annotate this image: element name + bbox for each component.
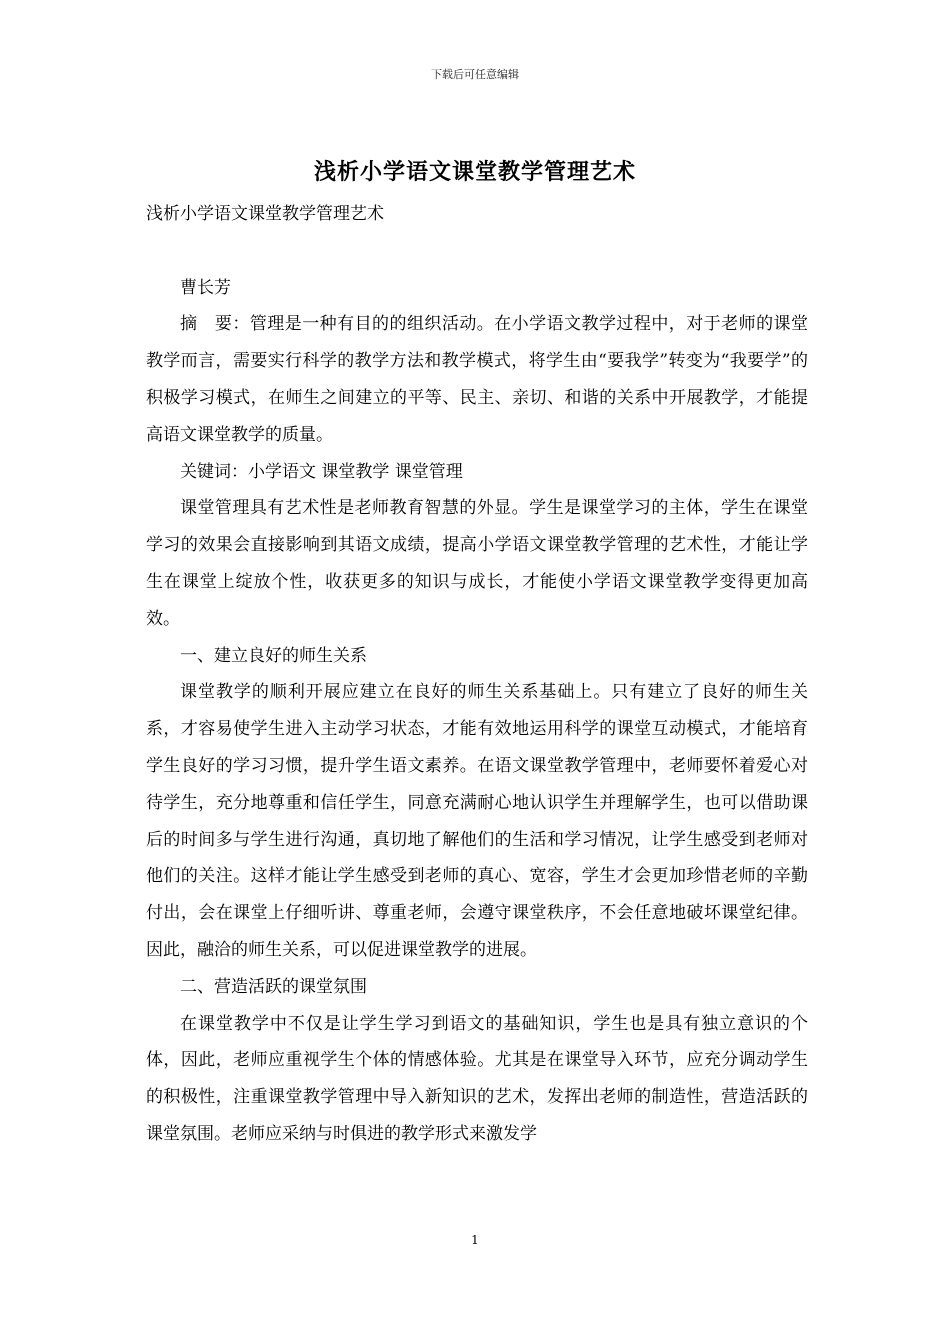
section-paragraph-1: 课堂教学的顺利开展应建立在良好的师生关系基础上。只有建立了良好的师生关系，才容易使学生进入主动学习状态，才能有效地运用科学的课堂互动模式，才能培育学生良好的学习习惯，提升学生语文素养。在语文课堂教学管理中，老师要怀着爱心对待学生，充分地尊重和信任学生，同意充满耐心地认识学生并理解学生，也可以借助课后的时间多与学生进行沟通，真切地了解他们的生活和学习情况，让学生感受到老师对他们的关注。这样才能让学生感受到老师的真心、宽容，学生才会更加珍惜老师的辛勤付出，会在课堂上仔细听讲、尊重老师，会遵守课堂秩序，不会任意地破坏课堂纪律。因此，融洽的师生关系，可以促进课堂教学的进展。 (146, 682, 808, 960)
blank-line (146, 233, 808, 270)
author-name: 曹长芳 (180, 277, 231, 298)
document-title: 浅析小学语文课堂教学管理艺术 (313, 159, 636, 185)
document-body (146, 196, 808, 1153)
subtitle: 浅析小学语文课堂教学管理艺术 (146, 204, 384, 224)
header-note: 下载后可任意编辑 (431, 68, 519, 81)
keywords-line: 关键词：小学语文 课堂教学 课堂管理 (180, 461, 463, 482)
section-heading-2: 二、营造活跃的课堂氛围 (180, 976, 367, 997)
abstract-paragraph: 摘 要：管理是一种有目的的组织活动。在小学语文教学过程中，对于老师的课堂教学而言，需要实行科学的教学方法和教学模式，将学生由“要我学”转变为“我要学”的积极学习模式，在师生之间建立的平等、民主、亲切、和谐的关系中开展教学，才能提高语文课堂教学的质量。 (146, 314, 808, 445)
intro-paragraph: 课堂管理具有艺术性是老师教育智慧的外显。学生是课堂学习的主体，学生在课堂学习的效果会直接影响到其语文成绩，提高小学语文课堂教学管理的艺术性，才能让学生在课堂上绽放个性，收获更多的知识与成长，才能使小学语文课堂教学变得更加高效。 (146, 498, 808, 629)
section-paragraph-2: 在课堂教学中不仅是让学生学习到语文的基础知识，学生也是具有独立意识的个体，因此，老师应重视学生个体的情感体验。尤其是在课堂导入环节，应充分调动学生的积极性，注重课堂教学管理中导入新知识的艺术，发挥出老师的制造性，营造活跃的课堂氛围。老师应采纳与时俱进的教学形式来激发学 (146, 1013, 808, 1144)
section-heading-1: 一、建立良好的师生关系 (180, 645, 367, 666)
page-number: 1 (471, 1233, 479, 1247)
